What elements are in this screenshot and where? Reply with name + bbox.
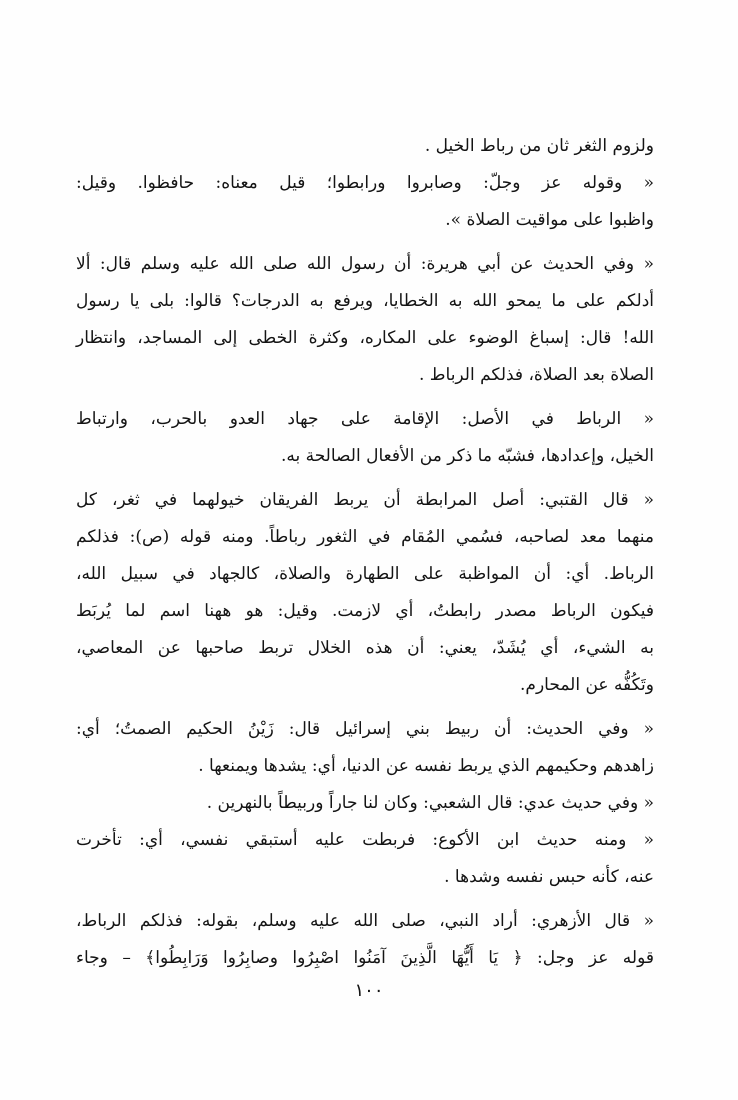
text-line: « وفي الحديث: أن ربيط بني إسرائيل قال: زَيْنُ الحكيم الصمتُ؛ أي:: [76, 719, 654, 739]
paragraph-7: [76, 785, 654, 822]
text-line: « وفي الحديث عن أبي هريرة: أن رسول الله صلى الله عليه وسلم قال: ألا: [76, 254, 654, 274]
paragraph-1: [76, 128, 654, 165]
text-line: « قال الأزهري: أراد النبي، صلى الله عليه وسلم، بقوله: فذلكم الرباط،: [76, 911, 654, 931]
text-line: أدلكم على ما يمحو الله به الخطايا، ويرفع به الدرجات؟ قالوا: بلى يا رسول: [76, 291, 654, 311]
page-number: ١٠٠: [354, 980, 384, 1001]
text-line: به الشيء، أي يُشَدّ، يعني: أن هذه الخلال تربط صاحبها عن المعاصي،: [76, 638, 654, 658]
text-line: الصلاة بعد الصلاة، فذلكم الرباط .: [418, 365, 654, 385]
paragraph-2: [76, 165, 654, 239]
body-text: [76, 128, 654, 977]
text-line: قوله عز وجل: ﴿ يَا أَيُّهَا الَّذِينَ آمَنُوا اصْبِرُوا وصابِرُوا وَرَابِطُوا﴾ – وجاء: [76, 948, 654, 968]
text-line: « الرباط في الأصل: الإقامة على جهاد العدو بالحرب، وارتباط: [76, 409, 654, 429]
text-line: وتَكُفُّه عن المحارم.: [520, 675, 654, 695]
text-line: الرباط. أي: أن المواظبة على الطهارة والصلاة، كالجهاد في سبيل الله،: [76, 564, 654, 584]
paragraph-6: [76, 711, 654, 785]
paragraph-5: [76, 482, 654, 704]
text-line: منهما معد لصاحبه، فسُمي المُقام في الثغور رباطاً. ومنه قوله (ص): فذلكم: [76, 527, 654, 547]
text-line: الله! قال: إسباغ الوضوء على المكاره، وكثرة الخطى إلى المساجد، وانتظار: [76, 328, 654, 348]
paragraph-8: [76, 822, 654, 896]
text-line: واظبوا على مواقيت الصلاة ».: [445, 210, 654, 230]
text-line: « ومنه حديث ابن الأكوع: فربطت عليه أستبقي نفسي، أي: تأخرت: [76, 830, 654, 850]
text-line: « وفي حديث عدي: قال الشعبي: وكان لنا جاراً وربيطاً بالنهرين .: [206, 793, 654, 813]
text-line: زاهدهم وحكيمهم الذي يربط نفسه عن الدنيا، أي: يشدها ويمنعها .: [198, 756, 654, 776]
text-line: ولزوم الثغر ثان من رباط الخيل .: [424, 136, 654, 156]
text-line: الخيل، وإعدادها، فشبّه ما ذكر من الأفعال الصالحة به.: [280, 446, 654, 466]
text-line: فيكون الرباط مصدر رابطتُ، أي لازمت. وقيل: هو ههنا اسم لما يُربَط: [76, 601, 654, 621]
paragraph-9: [76, 903, 654, 977]
paragraph-3: [76, 246, 654, 394]
paragraph-4: [76, 401, 654, 475]
text-line: « قال القتبي: أصل المرابطة أن يربط الفريقان خيولهما في ثغر، كل: [76, 490, 654, 510]
text-line: عنه، كأنه حبس نفسه وشدها .: [444, 867, 654, 887]
text-line: « وقوله عز وجلّ: وصابروا ورابطوا؛ قيل معناه: حافظوا. وقيل:: [76, 173, 654, 193]
